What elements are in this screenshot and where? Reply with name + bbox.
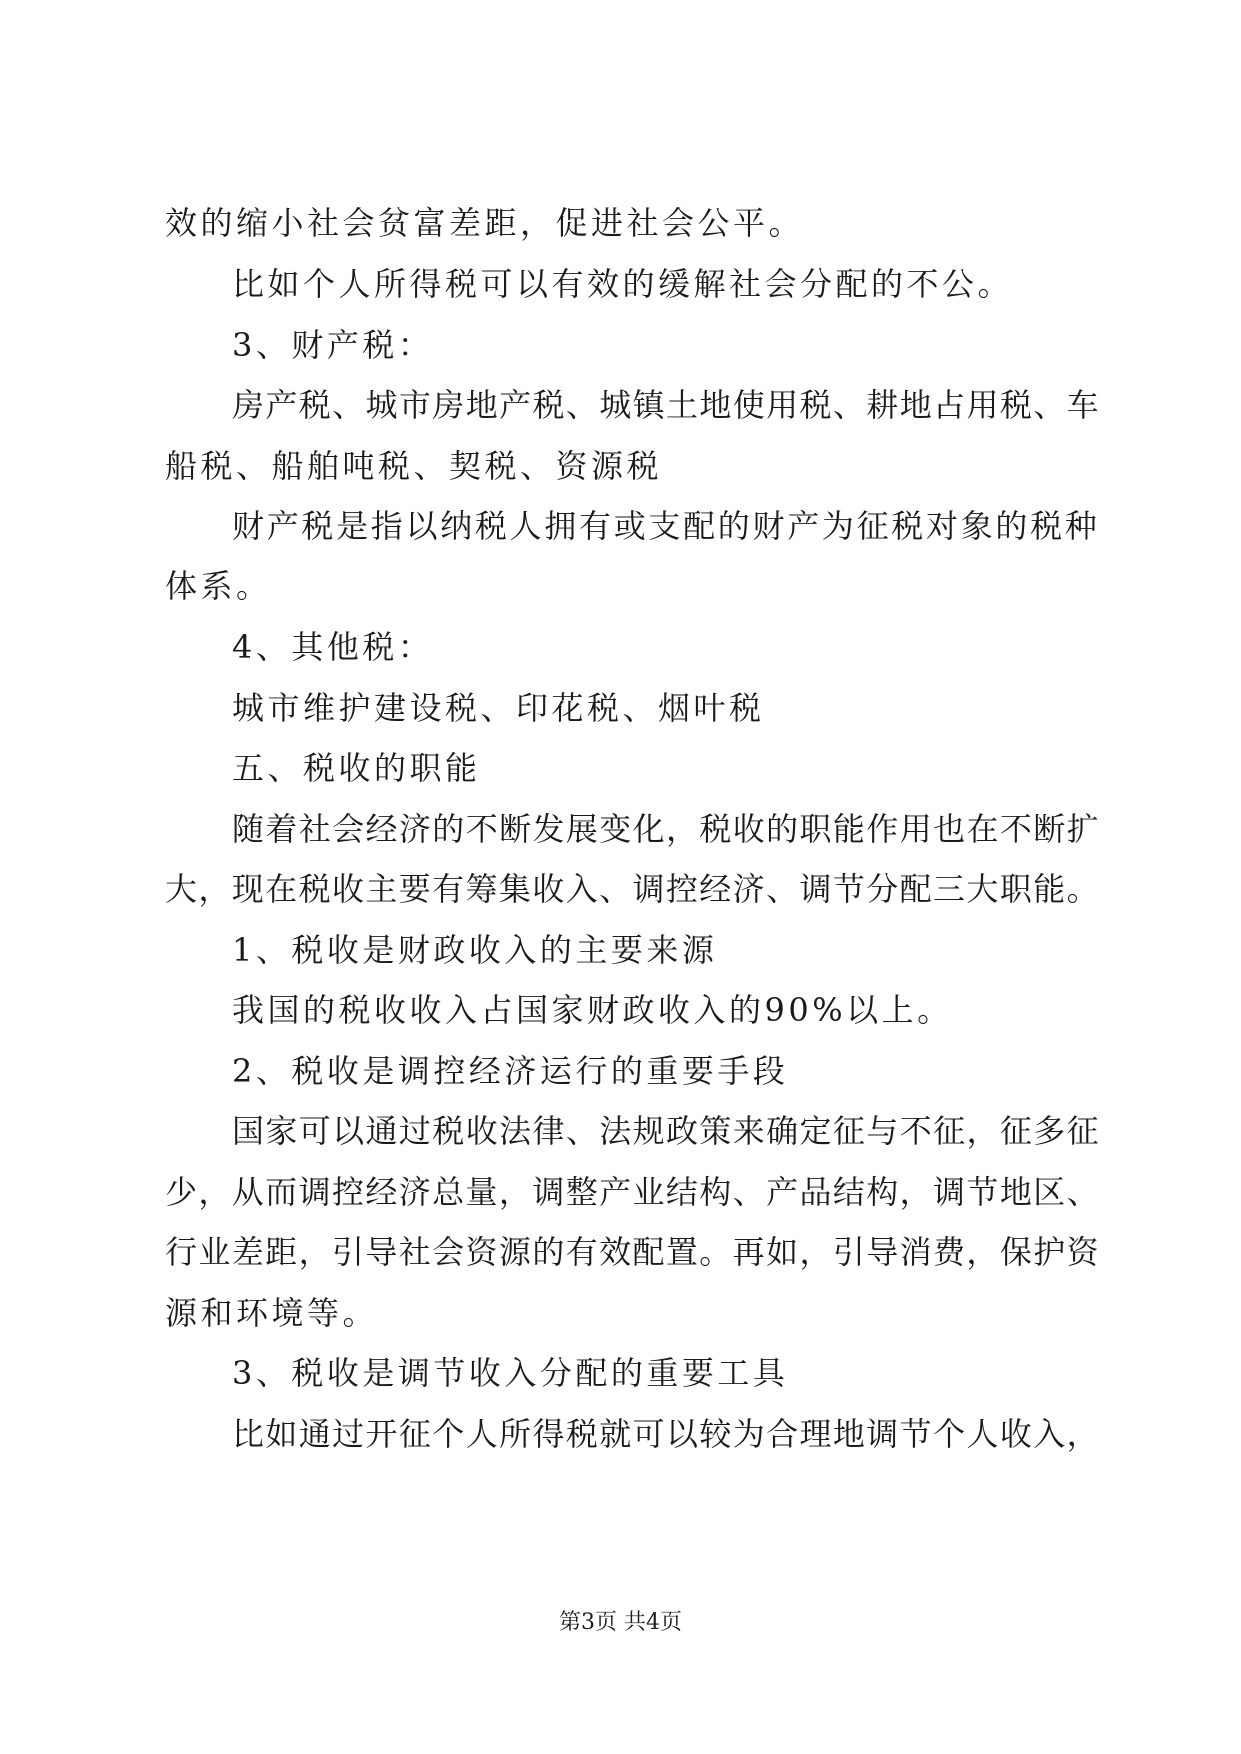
- text-line: 少，从而调控经济总量，调整产业结构、产品结构，调节地区、: [165, 1173, 1101, 1211]
- section-heading: 3、财产税：: [232, 326, 434, 364]
- text-line: 效的缩小社会贫富差距，促进社会公平。: [165, 204, 805, 242]
- text-line: 我国的税收收入占国家财政收入的90%以上。: [232, 991, 953, 1029]
- text-line: 随着社会经济的不断发展变化，税收的职能作用也在不断扩: [232, 810, 1101, 848]
- text-line: 大，现在税收主要有筹集收入、调控经济、调节分配三大职能。: [165, 870, 1101, 908]
- text-line: 源和环境等。: [165, 1294, 379, 1332]
- text-line: 比如通过开征个人所得税就可以较为合理地调节个人收入，: [232, 1415, 1101, 1453]
- section-heading: 4、其他税：: [232, 628, 434, 666]
- text-line: 比如个人所得税可以有效的缓解社会分配的不公。: [232, 265, 1014, 303]
- text-line: 体系。: [165, 567, 272, 605]
- text-line: 行业差距，引导社会资源的有效配置。再如，引导消费，保护资: [165, 1233, 1101, 1271]
- section-heading: 2、税收是调控经济运行的重要手段: [232, 1052, 789, 1090]
- page-number-footer: 第3页 共4页: [559, 1610, 682, 1635]
- text-line: 国家可以通过税收法律、法规政策来确定征与不征，征多征: [232, 1112, 1101, 1150]
- text-line: 财产税是指以纳税人拥有或支配的财产为征税对象的税种: [232, 507, 1100, 545]
- section-heading: 3、税收是调节收入分配的重要工具: [232, 1354, 789, 1392]
- text-line: 房产税、城市房地产税、城镇土地使用税、耕地占用税、车: [232, 386, 1101, 424]
- text-line: 船税、船舶吨税、契税、资源税: [165, 447, 663, 485]
- section-heading: 五、税收的职能: [232, 749, 481, 787]
- text-line: 城市维护建设税、印花税、烟叶税: [232, 689, 765, 727]
- section-heading: 1、税收是财政收入的主要来源: [232, 931, 718, 969]
